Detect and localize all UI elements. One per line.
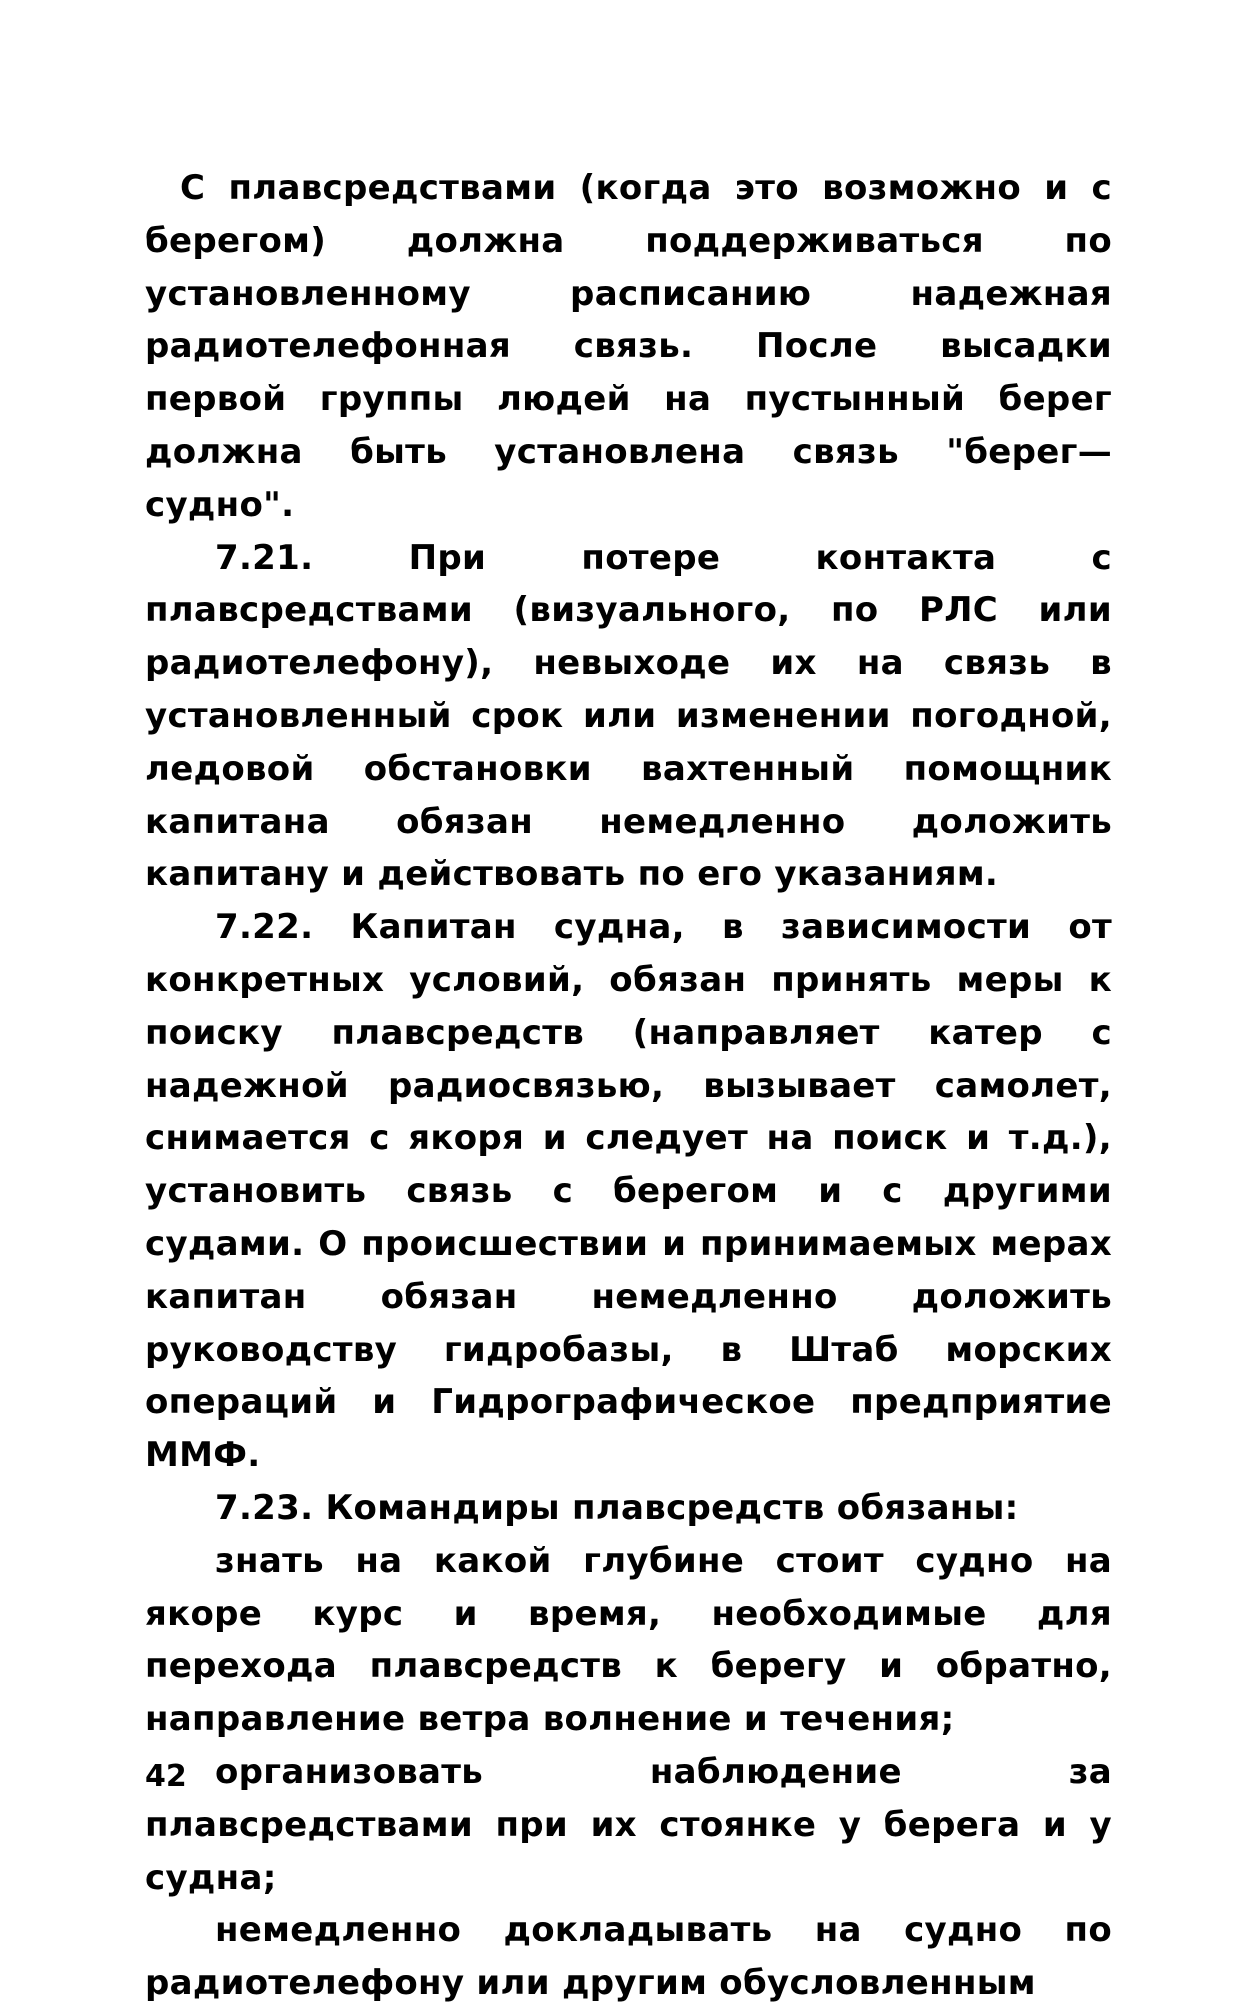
page-body	[145, 162, 1112, 2010]
paragraph-organize-observation: организовать наблюдение за плавсредствами при их стоянке у берега и у судна;	[145, 1751, 1112, 1898]
paragraph-report-immediately: немедленно докладывать на судно по радиотелефону или другим обусловленным	[145, 1910, 1112, 2004]
paragraph-radio-communication: С плавсредствами (когда это возможно и с берегом) должна поддерживаться по установленному расписанию надежная радиотелефонная связь. После высадки первой группы людей на пустынный берег должна быть установлена связь "берег—судно".	[145, 168, 1112, 525]
paragraph-7-23-heading: 7.23. Командиры плавсредств обязаны:	[215, 1487, 1019, 1528]
page-number: 42	[145, 1759, 187, 1794]
paragraph-know-depth: знать на какой глубине стоит судно на якоре курс и время, необходимые для перехода плавсредств к берегу и обратно, направление ветра волнение и течения;	[145, 1540, 1112, 1740]
paragraph-7-21: 7.21. При потере контакта с плавсредствами (визуального, по РЛС или радиотелефону), невыходе их на связь в установленный срок или изменении погодной, ледовой обстановки вахтенный помощник капитана обязан немедленно доложить капитану и действовать по его указаниям.	[145, 537, 1112, 895]
paragraph-7-22: 7.22. Капитан судна, в зависимости от конкретных условий, обязан принять меры к поиску плавсредств (направляет катер с надежной радиосвязью, вызывает самолет, снимается с якоря и следует на поиск и т.д.), установить связь с берегом и с другими судами. О происшествии и принимаемых мерах капитан обязан немедленно доложить руководству гидробазы, в Штаб морских операций и Гидрографическое предприятие ММФ.	[145, 907, 1112, 1476]
